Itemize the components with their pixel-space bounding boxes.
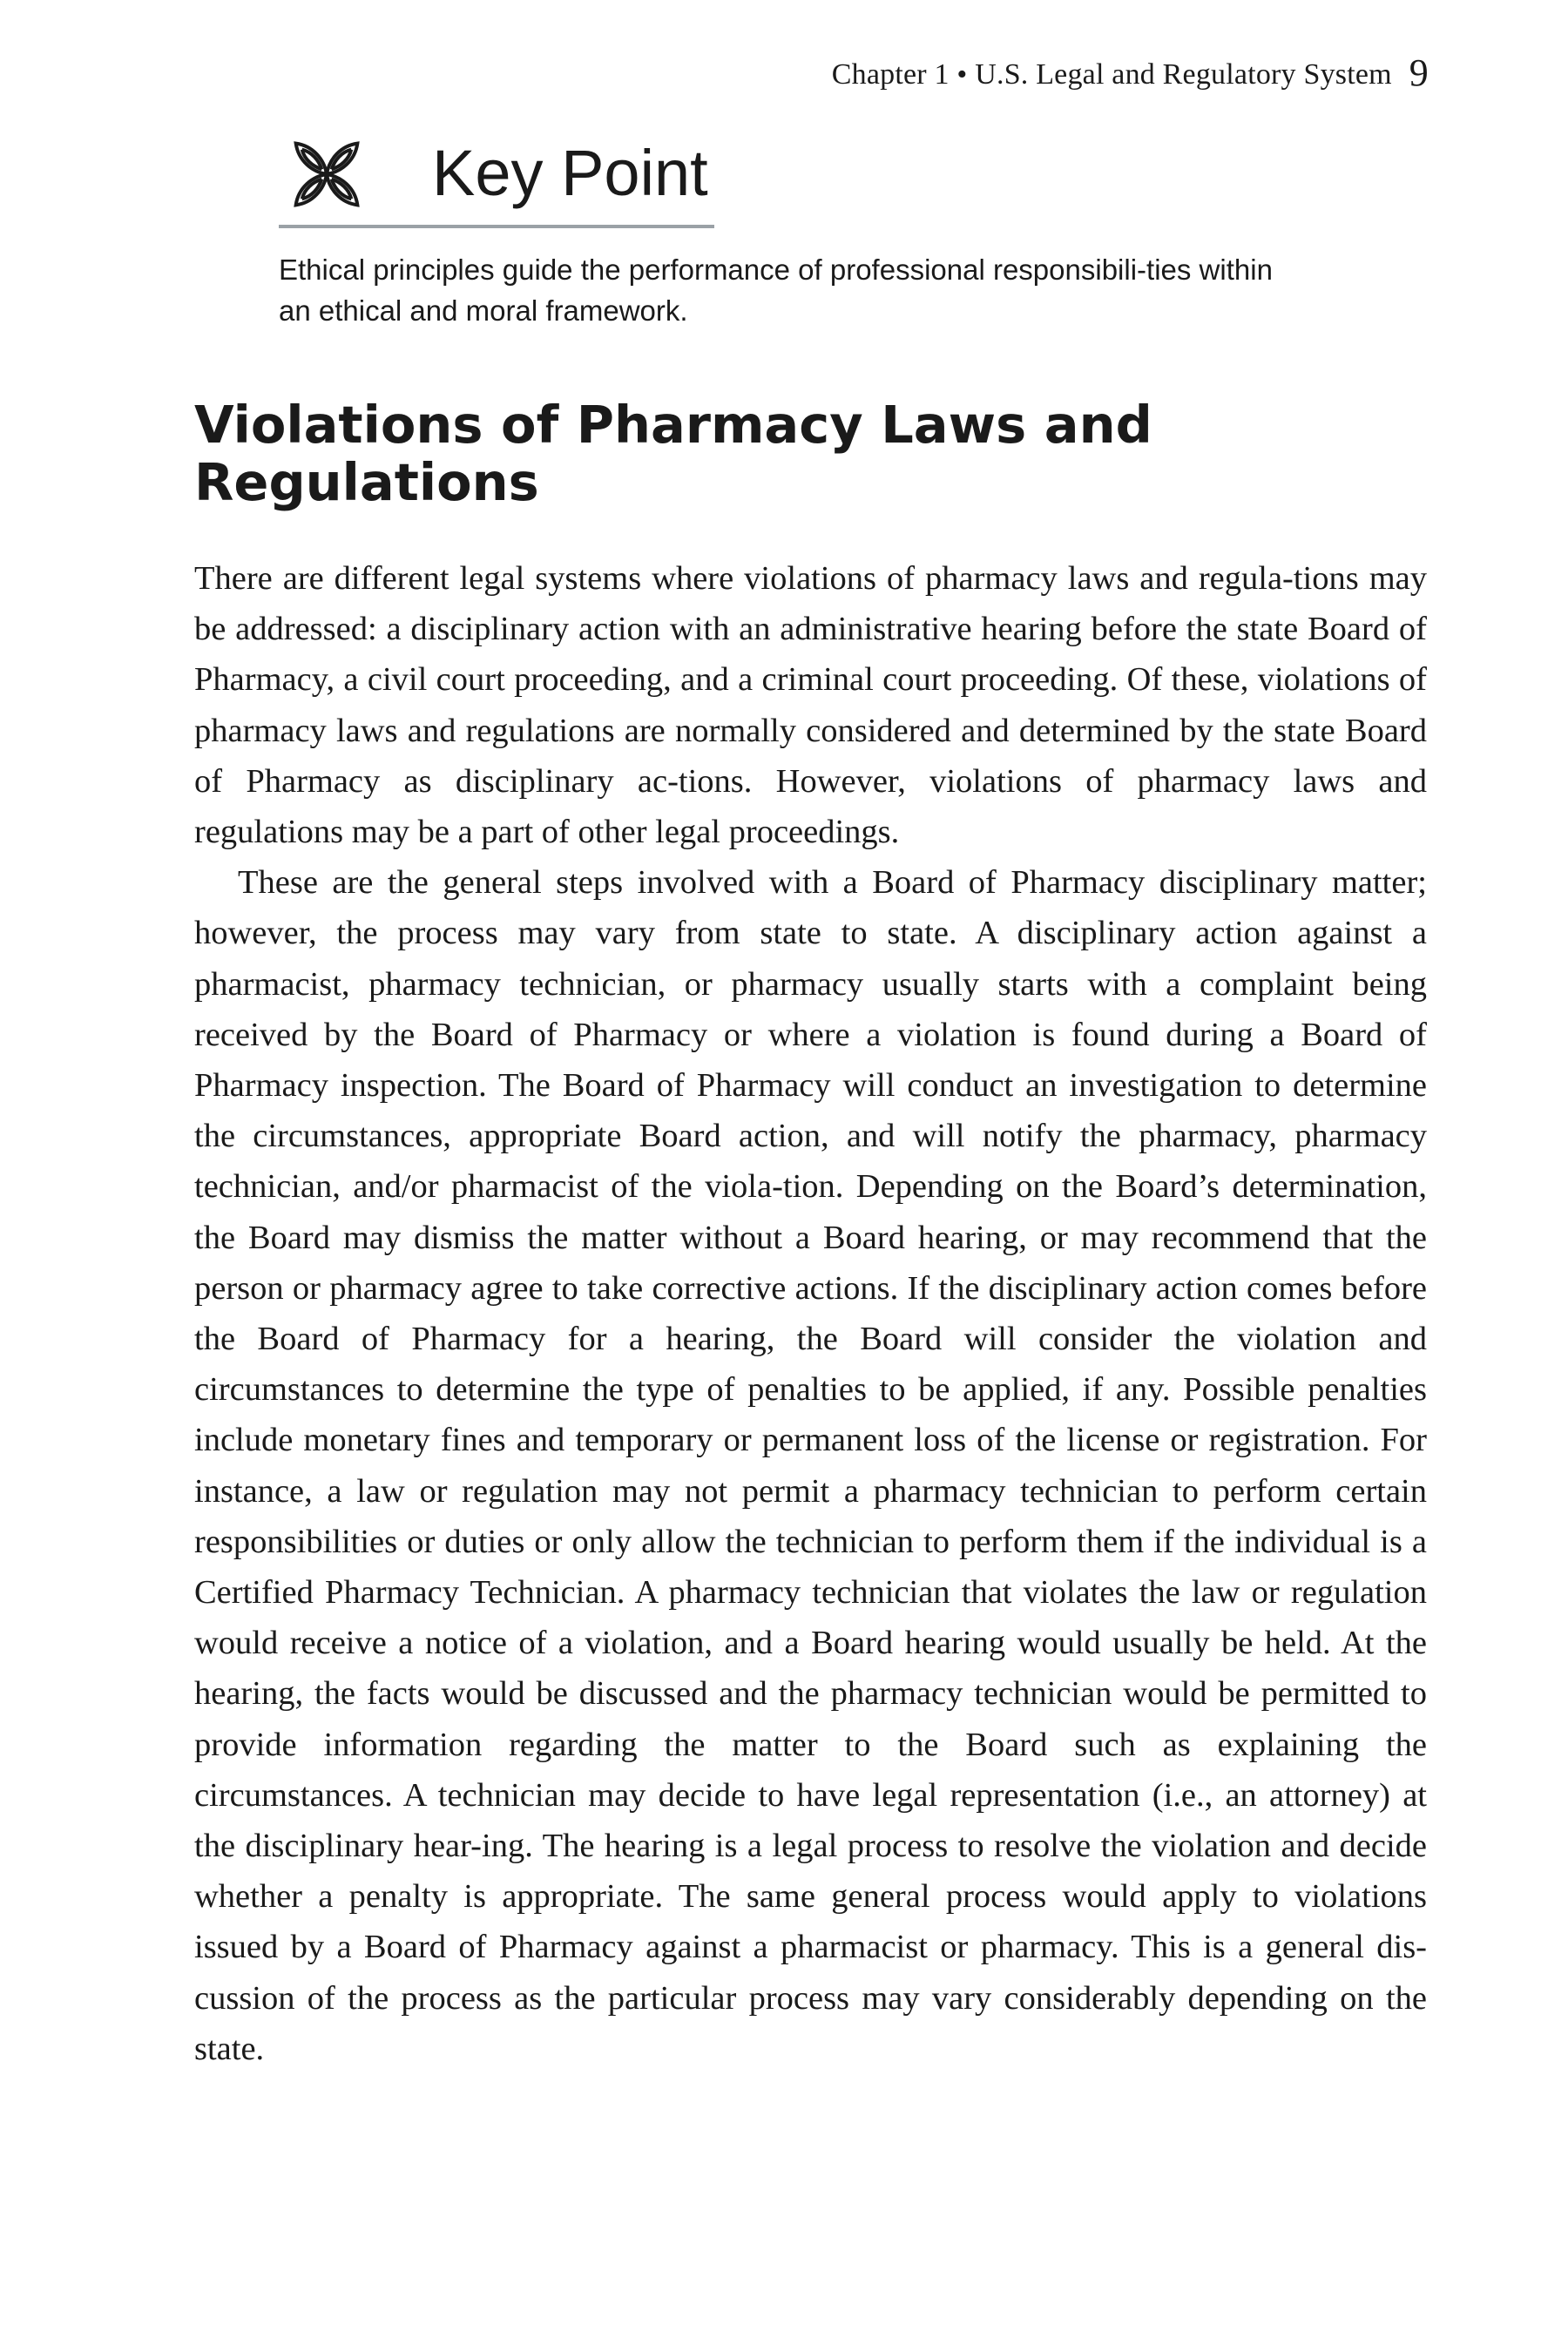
page-number: 9 <box>1409 51 1429 94</box>
paragraph-2: These are the general steps involved with a Board of Pharmacy disciplinary matter; however, the process may vary from state to state. A disciplinary action against a pharmacist, pharmacy technician, or pharmacy usually starts with a complaint being received by the Board of Pharmacy or where a violation is found during a Board of Pharmacy inspection. The Board of Pharmacy will conduct an investigation to determine the circumstances, appropriate Board action, and will notify the pharmacy, pharmacy technician, and/or pharmacist of the viola-tion. Depending on the Board’s determination, the Board may dismiss the matter without a Board hearing, or may recommend that the person or pharmacy agree to take corrective actions. If the disciplinary action comes before the Board of Pharmacy for a hearing, the Board will consider the violation and circumstances to determine the type of penalties to be applied, if any. Possible penalties include monetary fines and temporary or permanent loss of the license or registration. For instance, a law or regulation may not permit a pharmacy technician to perform certain responsibilities or duties or only allow the technician to perform them if the individual is a Certified Pharmacy Technician. A pharmacy technician that violates the law or regulation would receive a notice of a violation, and a Board hearing would usually be held. At the hearing, the facts would be discussed and the pharmacy technician would be permitted to provide information regarding the matter to the Board such as explaining the circumstances. A technician may decide to have legal representation (i.e., an attorney) at the disciplinary hear-ing. The hearing is a legal process to resolve the violation and decide whether a penalty is appropriate. The same general process would apply to violations issued by a Board of Pharmacy against a pharmacist or pharmacy. This is a general dis-cussion of the process as the particular process may vary considerably depending on the state. <box>194 864 1427 2067</box>
running-head-bullet: • <box>956 58 968 91</box>
key-point-title: Key Point <box>432 137 708 209</box>
body-text <box>194 553 1427 2074</box>
running-head-section: U.S. Legal and Regulatory System <box>975 58 1392 91</box>
key-point-box <box>279 122 1350 331</box>
four-petal-ornament-icon <box>279 127 375 221</box>
running-head-chapter: Chapter 1 <box>831 58 950 91</box>
section-heading: Violations of Pharmacy Laws and Regulations <box>194 395 1152 512</box>
running-head <box>523 51 1429 95</box>
paragraph-1: There are different legal systems where violations of pharmacy laws and regula-tions may be addressed: a disciplinary action with an administrative hearing before the state Board of Pharmacy, a civil court proceeding, and a criminal court proceeding. Of these, violations of pharmacy laws and regulations are normally considered and determined by the state Board of Pharmacy as disciplinary ac-tions. However, violations of pharmacy laws and regulations may be a part of other legal proceedings. <box>194 560 1427 851</box>
key-point-text: Ethical principles guide the performance of professional responsibili-ties within an ethical and moral framework. <box>279 253 1273 327</box>
key-point-header <box>279 122 714 228</box>
